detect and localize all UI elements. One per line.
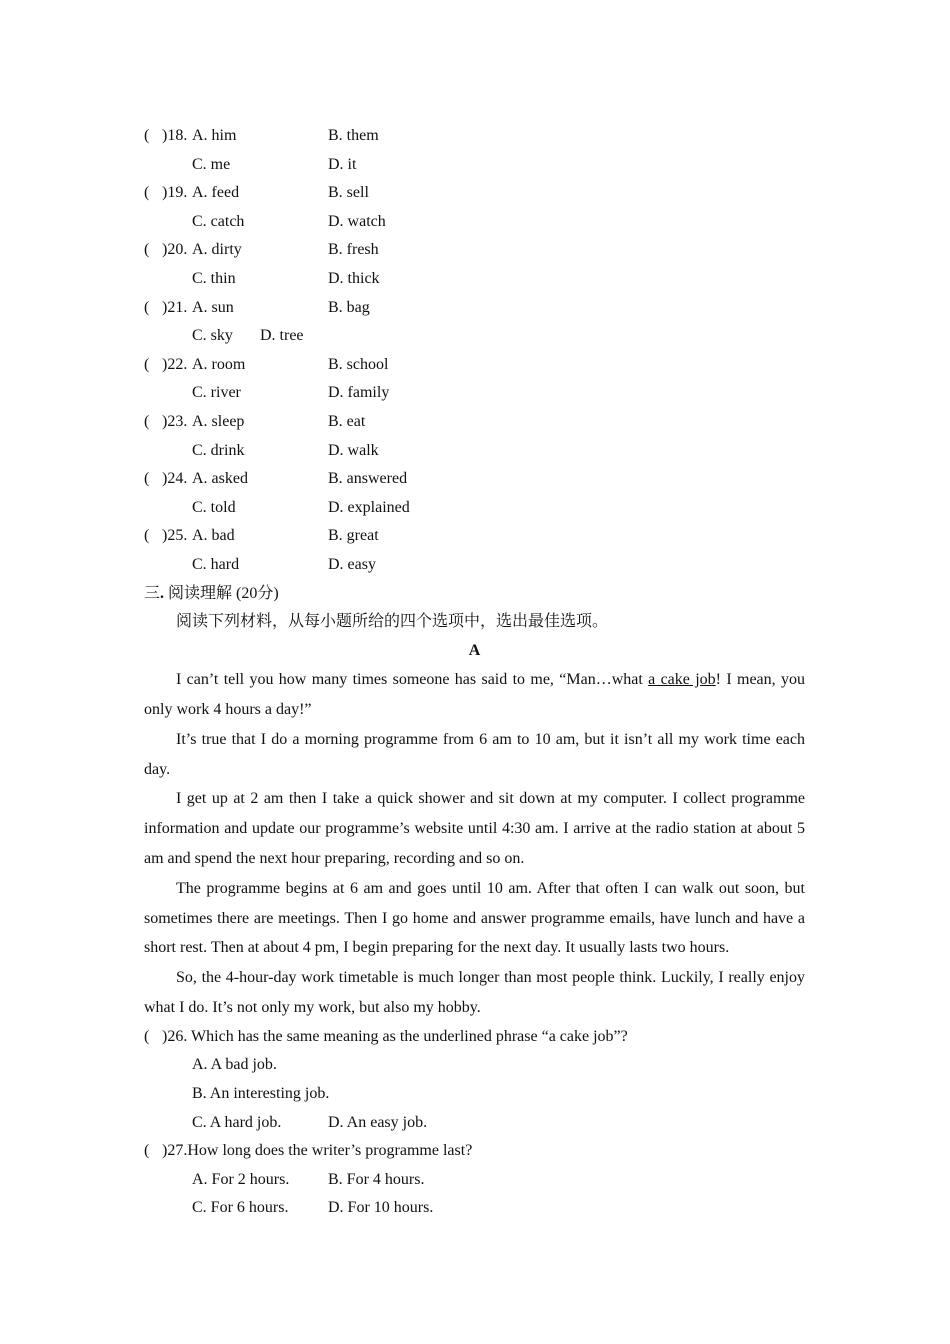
question-row-cont (144, 208, 805, 237)
option-c: C. hard (192, 555, 240, 573)
p1-after: ! I mean, you only work 4 hours a day!” (144, 671, 805, 719)
option-a: A. sun (192, 298, 234, 316)
answer-blank[interactable]: ( (144, 1142, 150, 1160)
answer-blank[interactable]: ( (144, 241, 150, 259)
question-number: 26. (167, 1027, 188, 1045)
option-b: B. bag (328, 298, 370, 316)
option-b: B. great (328, 527, 379, 545)
question-row-cont (144, 379, 805, 408)
option-b: B. answered (328, 470, 408, 488)
section-dot: . (160, 584, 165, 602)
section-heading: 阅读理解 (20分) (164, 584, 279, 602)
option-d: D. thick (328, 269, 380, 287)
section-title (144, 580, 805, 609)
option-c: C. thin (192, 269, 236, 287)
question-text: How long does the writer’s programme last? (187, 1142, 473, 1160)
question-row: ( )21. A. sun B. bag (144, 294, 805, 323)
question-row: ( )25. A. bad B. great (144, 522, 805, 551)
option-c: C. sky (192, 327, 233, 345)
passage-paragraph: So, the 4-hour-day work timetable is much longer than most people think. Luckily, I really enjoy what I do. It’s not only my work, but also my hobby. (144, 969, 805, 1017)
option-d: D. family (328, 384, 390, 402)
option-row (144, 1194, 805, 1223)
answer-blank[interactable]: ( (144, 470, 150, 488)
question-row: ( )20. A. dirty B. fresh (144, 236, 805, 265)
question-number: 22. (167, 355, 188, 373)
question-row: ( )26. Which has the same meaning as the underlined phrase “a cake job”? (144, 1023, 805, 1052)
question-number: 27. (167, 1142, 188, 1160)
question-number: 25. (167, 527, 188, 545)
option-d: D. tree (260, 327, 304, 345)
option-c: C. catch (192, 212, 245, 230)
p1-before: I can’t tell you how many times someone has said to me, “Man…what (176, 671, 649, 689)
option-a: A. him (192, 127, 237, 144)
answer-blank[interactable]: ( (144, 355, 150, 373)
option-a: A. room (192, 355, 246, 373)
instruction: 阅读下列材料，从每小题所给的四个选项中，选出最佳选项。 (176, 613, 609, 631)
option-c: C. For 6 hours. (192, 1199, 289, 1217)
answer-blank[interactable]: ( (144, 127, 150, 144)
option-c: C. me (192, 155, 231, 173)
option-a: A. bad (192, 527, 235, 545)
option-b: B. them (328, 127, 379, 144)
option-row (144, 1051, 805, 1080)
option-row (144, 1080, 805, 1109)
option-a: A. sleep (192, 412, 245, 430)
question-row-cont (144, 551, 805, 580)
option-b: B. eat (328, 412, 366, 430)
option-a: A. A bad job. (192, 1056, 277, 1074)
option-a: A. asked (192, 470, 248, 488)
question-row: ( )18. A. him B. them (144, 122, 805, 151)
option-b: B. An interesting job. (192, 1085, 330, 1103)
question-number: 23. (167, 412, 188, 430)
question-row-cont (144, 437, 805, 466)
option-c: C. drink (192, 441, 245, 459)
passage-paragraph: The programme begins at 6 am and goes until 10 am. After that often I can walk out soon, but sometimes there are meetings. Then I go home and answer programme emails, have lunch and have a short rest. Then at about 4 pm, I begin preparing for the next day. It usually lasts two hours. (144, 879, 805, 957)
option-a: A. dirty (192, 241, 242, 259)
option-d: D. An easy job. (328, 1113, 428, 1131)
passage-label: A (468, 641, 481, 659)
answer-blank[interactable]: ( (144, 298, 150, 316)
option-d: D. it (328, 155, 357, 173)
option-b: B. school (328, 355, 389, 373)
question-row: ( )27.How long does the writer’s programme last? (144, 1137, 805, 1166)
option-d: D. explained (328, 498, 410, 516)
answer-blank[interactable]: ( (144, 412, 150, 430)
underlined-phrase: a cake job (648, 671, 716, 689)
question-row: ( )22. A. room B. school (144, 351, 805, 380)
option-row (144, 1109, 805, 1138)
option-c: C. A hard job. (192, 1113, 282, 1131)
section-number: 三 (144, 584, 161, 602)
worksheet-page (144, 122, 805, 1223)
question-row: ( )19. A. feed B. sell (144, 179, 805, 208)
option-a: A. feed (192, 184, 240, 202)
option-d: D. For 10 hours. (328, 1199, 434, 1217)
question-row-cont (144, 494, 805, 523)
passage-paragraph: It’s true that I do a morning programme from 6 am to 10 am, but it isn’t all my work time each day. (144, 730, 805, 778)
answer-blank[interactable]: ( (144, 184, 150, 202)
question-number: 20. (167, 241, 188, 259)
question-number: 18. (167, 127, 188, 144)
passage-paragraph: I get up at 2 am then I take a quick shower and sit down at my computer. I collect programme information and update our programme’s website until 4:30 am. I arrive at the radio station at about 5 am and spend the next hour preparing, recording and so on. (144, 790, 805, 868)
question-number: 21. (167, 298, 188, 316)
answer-blank[interactable]: ( (144, 1027, 150, 1045)
question-row: ( )23. A. sleep B. eat (144, 408, 805, 437)
question-text: Which has the same meaning as the underlined phrase “a cake job”? (191, 1027, 628, 1045)
option-b: B. For 4 hours. (328, 1170, 425, 1188)
question-number: 19. (167, 184, 188, 202)
option-row (144, 1166, 805, 1195)
option-a: A. For 2 hours. (192, 1170, 290, 1188)
question-row-cont (144, 151, 805, 180)
option-c: C. told (192, 498, 236, 516)
option-b: B. fresh (328, 241, 379, 259)
question-number: 24. (167, 470, 188, 488)
option-b: B. sell (328, 184, 369, 202)
option-d: D. walk (328, 441, 379, 459)
option-d: D. watch (328, 212, 386, 230)
question-row-cont (144, 322, 805, 351)
passage-paragraph (144, 665, 805, 725)
option-d: D. easy (328, 555, 376, 573)
question-row-cont (144, 265, 805, 294)
answer-blank[interactable]: ( (144, 527, 150, 545)
option-c: C. river (192, 384, 241, 402)
question-row: ( )24. A. asked B. answered (144, 465, 805, 494)
